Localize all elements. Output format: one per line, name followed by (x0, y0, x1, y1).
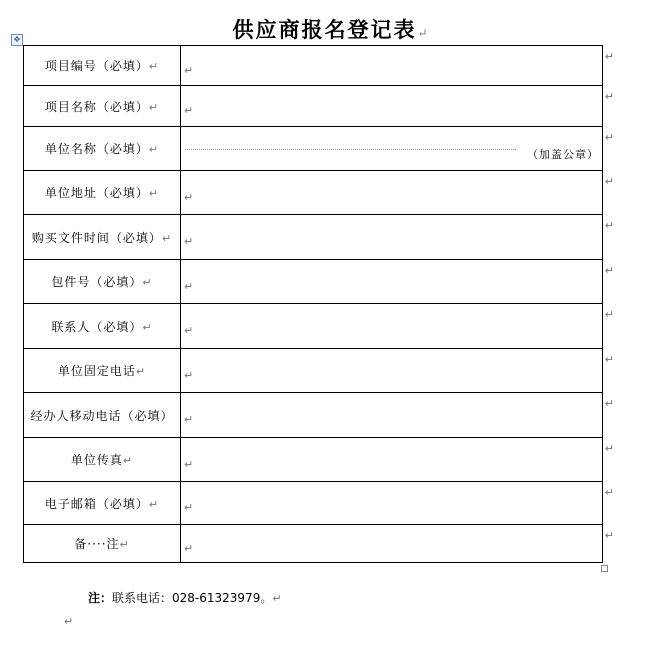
field-label: 电子邮箱（必填）↵ (24, 482, 181, 525)
field-label: 备····注↵ (24, 525, 181, 563)
field-input-landline[interactable]: ↵ ↵ (181, 349, 603, 393)
field-input-company-name[interactable]: （加盖公章） ↵ (181, 127, 603, 171)
field-label: 单位地址（必填）↵ (24, 171, 181, 215)
field-label: 经办人移动电话（必填） (24, 393, 181, 438)
field-input-package-number[interactable]: ↵ ↵ (181, 260, 603, 304)
form-row (24, 260, 603, 304)
field-label: 包件号（必填）↵ (24, 260, 181, 304)
field-input-fax[interactable]: ↵ ↵ (181, 438, 603, 482)
page-title (0, 14, 662, 44)
field-label: 单位传真↵ (24, 438, 181, 482)
form-row (24, 304, 603, 349)
field-input-email[interactable]: ↵ ↵ (181, 482, 603, 525)
dotted-fill-line (185, 149, 516, 150)
note-prefix: 注： (88, 591, 113, 605)
title-text: 供应商报名登记表 (232, 17, 417, 42)
field-label: 项目名称（必填）↵ (24, 86, 181, 127)
field-input-purchase-time[interactable]: ↵ ↵ (181, 215, 603, 260)
field-input-remarks[interactable]: ↵ ↵ (181, 525, 603, 563)
field-input-project-name[interactable]: ↵ ↵ (181, 86, 603, 127)
form-row (24, 349, 603, 393)
field-label: 购买文件时间（必填）↵ (24, 215, 181, 260)
form-row (24, 86, 603, 127)
field-input-company-address[interactable]: ↵ ↵ (181, 171, 603, 215)
form-row (24, 215, 603, 260)
note-text: 联系电话：028-61323979。 (112, 591, 273, 605)
table-resize-handle[interactable] (601, 565, 608, 572)
field-input-contact-person[interactable]: ↵ ↵ (181, 304, 603, 349)
field-label: 项目编号（必填）↵ (24, 46, 181, 86)
form-row (24, 525, 603, 563)
form-row (24, 438, 603, 482)
registration-form-table (23, 45, 614, 563)
field-label: 单位固定电话↵ (24, 349, 181, 393)
field-label: 单位名称（必填）↵ (24, 127, 181, 171)
paragraph-mark: ↵ (64, 615, 74, 628)
field-label: 联系人（必填）↵ (24, 304, 181, 349)
field-input-mobile[interactable]: ↵ ↵ (181, 393, 603, 438)
form-row (24, 127, 603, 171)
form-row (24, 393, 603, 438)
form-row (24, 171, 603, 215)
footnote (88, 589, 282, 606)
form-row (24, 482, 603, 525)
form-row (24, 46, 603, 86)
table-move-handle-icon[interactable]: ✥ (11, 34, 23, 46)
paragraph-mark: ↵ (417, 26, 430, 40)
paragraph-mark: ↵ (272, 592, 282, 605)
seal-note: （加盖公章） (527, 147, 599, 161)
field-input-project-number[interactable]: ↵ ↵ (181, 46, 603, 86)
